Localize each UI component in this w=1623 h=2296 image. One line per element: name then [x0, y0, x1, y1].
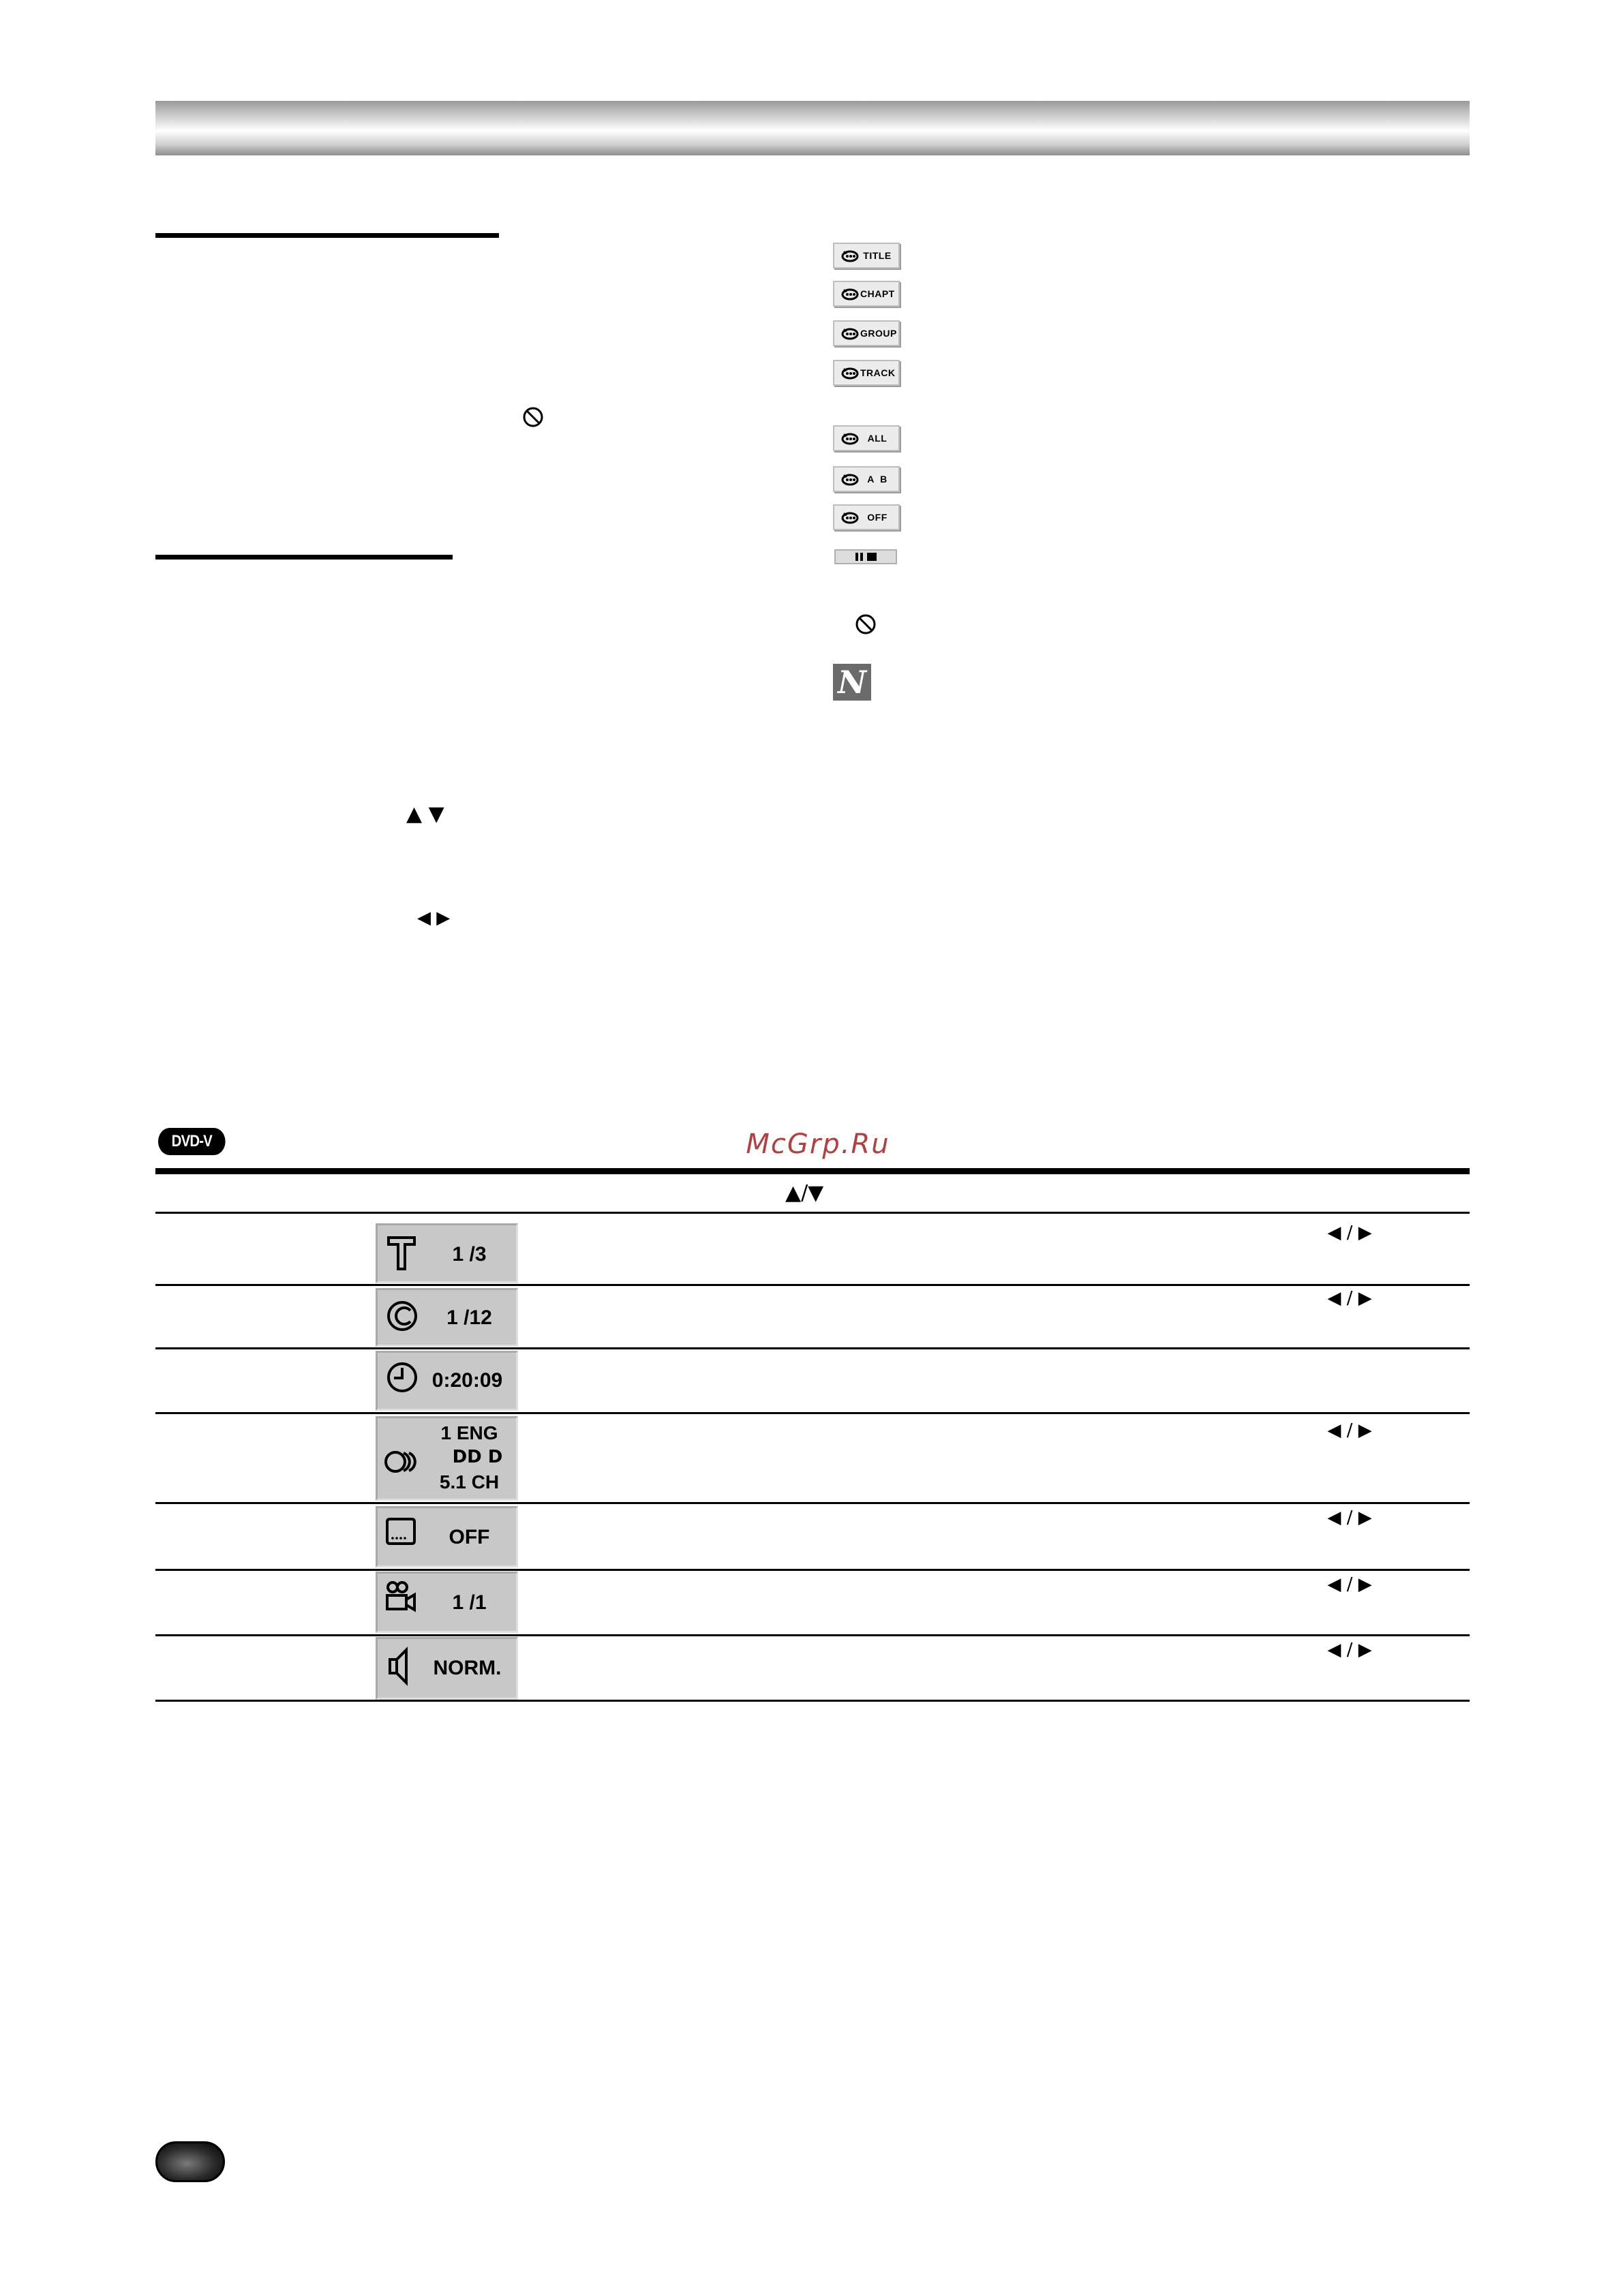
indicator-label: GROUP [860, 328, 897, 339]
audio-channels: 5.1 CH [439, 1471, 500, 1493]
table-top-rule [155, 1168, 1470, 1174]
repeat-icon [840, 431, 860, 446]
left-right-arrows-icon: ◀ / ▶ [1327, 1420, 1372, 1441]
time-display [376, 1351, 518, 1411]
audio-language: 1 ENG [440, 1422, 498, 1443]
up-down-arrows-icon: ▲/▼ [785, 1181, 824, 1205]
audio-display [376, 1416, 518, 1501]
sound-value: NORM. [433, 1657, 502, 1679]
indicator-label: TITLE [863, 250, 892, 261]
table-rule [155, 1502, 1470, 1504]
left-right-arrows-icon: ◀ / ▶ [1327, 1574, 1372, 1595]
repeat-icon [840, 365, 860, 380]
n-icon: N [833, 664, 871, 701]
repeat-title-indicator [833, 243, 900, 269]
header-bar [155, 101, 1470, 155]
left-right-arrows-icon: ◀ / ▶ [1327, 1640, 1372, 1660]
camera-angle-icon [383, 1578, 427, 1625]
table-bottom-rule [155, 1700, 1470, 1702]
left-right-arrows-icon: ◀ ▶ [417, 908, 451, 928]
chapter-display [376, 1288, 518, 1347]
table-rule [155, 1284, 1470, 1286]
step-block [867, 553, 877, 561]
table-rule [155, 1212, 1470, 1214]
indicator-label: A B [867, 474, 888, 485]
table-rule [155, 1412, 1470, 1414]
left-right-arrows-icon: ◀ / ▶ [1327, 1507, 1372, 1528]
sound-display [376, 1637, 518, 1700]
page-number-badge [155, 2141, 225, 2182]
pause-bar [860, 553, 863, 561]
repeat-icon [840, 286, 860, 301]
indicator-label: TRACK [860, 367, 896, 378]
repeat-icon [840, 510, 860, 525]
time-value: 0:20:09 [431, 1369, 503, 1392]
pause-step-indicator [834, 549, 897, 564]
repeat-ab-indicator [833, 466, 900, 492]
pause-bar [855, 553, 858, 561]
repeat-track-indicator [833, 360, 900, 386]
repeat-chapter-indicator [833, 281, 900, 307]
up-down-arrows-icon: ▲ ▼ [406, 802, 444, 826]
indicator-label: CHAPT [860, 288, 895, 299]
audio-icon [383, 1441, 424, 1482]
section-rule-2 [155, 555, 453, 560]
dvd-v-badge: DVD-V [158, 1128, 226, 1155]
table-rule [155, 1347, 1470, 1349]
audio-format: DD D [452, 1447, 503, 1467]
left-right-arrows-icon: ◀ / ▶ [1327, 1223, 1372, 1243]
angle-value: 1 /1 [452, 1591, 487, 1614]
title-value: 1 /3 [452, 1243, 487, 1266]
watermark: McGrp.Ru [746, 1129, 890, 1160]
no-entry-icon [853, 612, 878, 637]
repeat-icon [840, 472, 860, 487]
angle-display [376, 1572, 518, 1633]
repeat-group-indicator [833, 320, 900, 346]
repeat-off-indicator [833, 504, 900, 530]
subtitle-icon [383, 1514, 424, 1561]
subtitle-value: OFF [449, 1526, 490, 1548]
title-display [376, 1223, 518, 1283]
repeat-icon [840, 326, 860, 341]
clock-icon [384, 1357, 423, 1405]
indicator-label: ALL [867, 433, 888, 444]
chapter-value: 1 /12 [446, 1306, 492, 1329]
table-rule [155, 1634, 1470, 1636]
table-rule [155, 1569, 1470, 1571]
no-entry-icon [521, 405, 545, 429]
left-right-arrows-icon: ◀ / ▶ [1327, 1288, 1372, 1308]
section-rule-1 [155, 233, 499, 238]
repeat-icon [840, 248, 860, 263]
repeat-all-indicator [833, 425, 900, 451]
title-icon [384, 1229, 423, 1277]
chapter-icon [384, 1293, 423, 1341]
subtitle-display [376, 1506, 518, 1567]
indicator-label: OFF [867, 512, 888, 523]
